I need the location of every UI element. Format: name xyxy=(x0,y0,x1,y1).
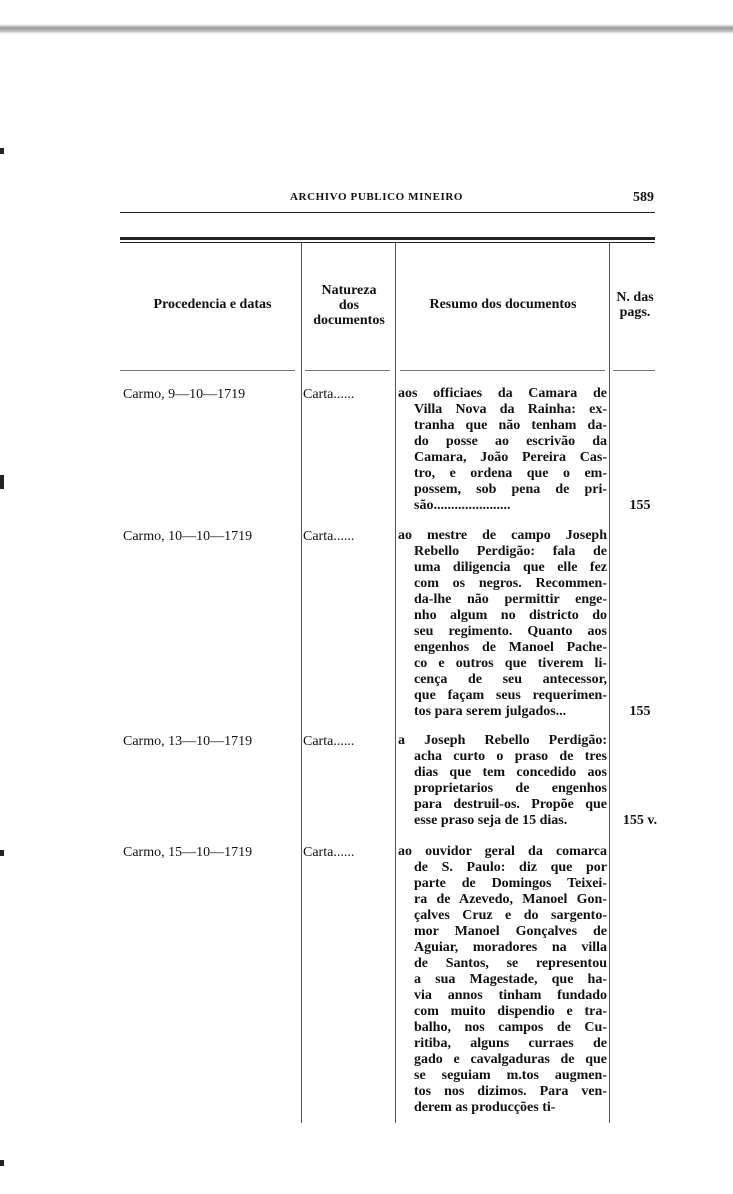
summary-line: para destruil-os. Propõe que xyxy=(414,797,607,812)
header-line: Natureza xyxy=(321,283,377,298)
row-date: Carmo, 10—10—1719 xyxy=(123,529,253,544)
summary-line: a sua Magestade, que ha- xyxy=(414,972,607,987)
summary-line: cença de seu antecessor, xyxy=(414,672,607,687)
row-nature: Carta...... xyxy=(303,529,355,544)
summary-line: ao ouvidor geral da comarca xyxy=(398,844,607,859)
summary-line: aos officiaes da Camara de xyxy=(398,386,607,401)
summary-line: com os negros. Recommen- xyxy=(414,576,607,591)
header-bottom-rule xyxy=(305,370,390,371)
row-summary xyxy=(398,844,607,1116)
row-nature: Carta...... xyxy=(303,734,355,749)
table-top-rule xyxy=(120,237,655,240)
row-pages: 155 xyxy=(629,498,651,513)
summary-line: esse praso seja de 15 dias. xyxy=(414,813,568,828)
summary-line: parte de Domingos Teixei- xyxy=(414,876,607,891)
summary-line: tos para serem julgados... xyxy=(414,704,567,719)
summary-line: a Joseph Rebello Perdigão: xyxy=(398,733,607,748)
summary-line: co e outros que tiverem li- xyxy=(414,656,607,671)
column-header-natureza xyxy=(303,283,395,328)
row-pages: 155 xyxy=(629,704,651,719)
summary-line: engenhos de Manoel Pache- xyxy=(414,640,607,655)
summary-line: da-lhe não permittir enge- xyxy=(414,592,607,607)
summary-line: dias que tem concedido aos xyxy=(414,765,607,780)
row-date: Carmo, 13—10—1719 xyxy=(123,734,253,749)
running-header: ARCHIVO PUBLICO MINEIRO xyxy=(290,191,464,203)
row-summary xyxy=(398,386,607,514)
scan-mark xyxy=(0,148,4,154)
summary-line: do posse ao escrivão da xyxy=(414,434,607,449)
summary-line: tro, e ordena que o em- xyxy=(414,466,607,481)
summary-line: acha curto o praso de tres xyxy=(414,749,607,764)
header-line: dos xyxy=(338,298,360,313)
row-summary xyxy=(398,528,607,720)
row-nature: Carta...... xyxy=(303,387,355,402)
summary-line: que façam seus requerimen- xyxy=(414,688,607,703)
header-bottom-rule xyxy=(120,370,295,371)
summary-line: são...................... xyxy=(414,498,511,513)
summary-line: çalves Cruz e do sargento- xyxy=(414,908,607,923)
row-summary xyxy=(398,733,607,829)
summary-line: uma diligencia que elle fez xyxy=(414,560,607,575)
table-top-rule-thin xyxy=(120,242,655,243)
column-divider xyxy=(609,243,610,1123)
summary-line: balho, nos campos de Cu- xyxy=(414,1020,607,1035)
column-divider xyxy=(395,243,396,1123)
summary-line: ao mestre de campo Joseph xyxy=(398,528,607,543)
scan-mark xyxy=(0,475,4,489)
summary-line: Camara, João Pereira Cas- xyxy=(414,450,607,465)
header-rule xyxy=(120,212,655,213)
scan-mark xyxy=(0,1160,4,1166)
header-line: documentos xyxy=(313,313,385,328)
summary-line: Villa Nova da Rainha: ex- xyxy=(414,402,607,417)
summary-line: gado e cavalgaduras de que xyxy=(414,1052,607,1067)
summary-line: de S. Paulo: diz que por xyxy=(414,860,607,875)
summary-line: nho algum no districto do xyxy=(414,608,607,623)
header-line: pags. xyxy=(619,305,651,320)
summary-line: tranha que não tenham da- xyxy=(414,418,607,433)
header-bottom-rule xyxy=(400,370,605,371)
summary-line: Aguiar, moradores na villa xyxy=(414,940,607,955)
row-date: Carmo, 15—10—1719 xyxy=(123,845,253,860)
page-number: 589 xyxy=(633,190,654,205)
header-line: N. das xyxy=(616,290,654,305)
summary-line: ritiba, alguns curraes de xyxy=(414,1036,607,1051)
row-nature: Carta...... xyxy=(303,845,355,860)
column-divider xyxy=(301,243,302,1123)
row-pages: 155 v. xyxy=(622,813,658,828)
summary-line: via annos tinham fundado xyxy=(414,988,607,1003)
column-header-pags xyxy=(610,290,660,320)
summary-line: com muito dispendio e tra- xyxy=(414,1004,607,1019)
scan-mark xyxy=(0,850,4,856)
header-bottom-rule xyxy=(613,370,655,371)
summary-line: ra de Azevedo, Manoel Gon- xyxy=(414,892,607,907)
column-header-resumo: Resumo dos documentos xyxy=(429,297,577,312)
summary-line: proprietarios de engenhos xyxy=(414,781,607,796)
summary-line: mor Manoel Gonçalves de xyxy=(414,924,607,939)
summary-line: de Santos, se representou xyxy=(414,956,607,971)
summary-line: seu regimento. Quanto aos xyxy=(414,624,607,639)
column-header-procedencia: Procedencia e datas xyxy=(153,297,272,312)
summary-line: possem, sob pena de pri- xyxy=(414,482,607,497)
row-date: Carmo, 9—10—1719 xyxy=(123,387,246,402)
scan-shadow xyxy=(0,24,733,34)
summary-line: Rebello Perdigão: fala de xyxy=(414,544,607,559)
summary-line: derem as producções ti- xyxy=(414,1100,556,1115)
summary-line: se seguiam m.tos augmen- xyxy=(414,1068,607,1083)
summary-line: tos nos dizimos. Para ven- xyxy=(414,1084,607,1099)
